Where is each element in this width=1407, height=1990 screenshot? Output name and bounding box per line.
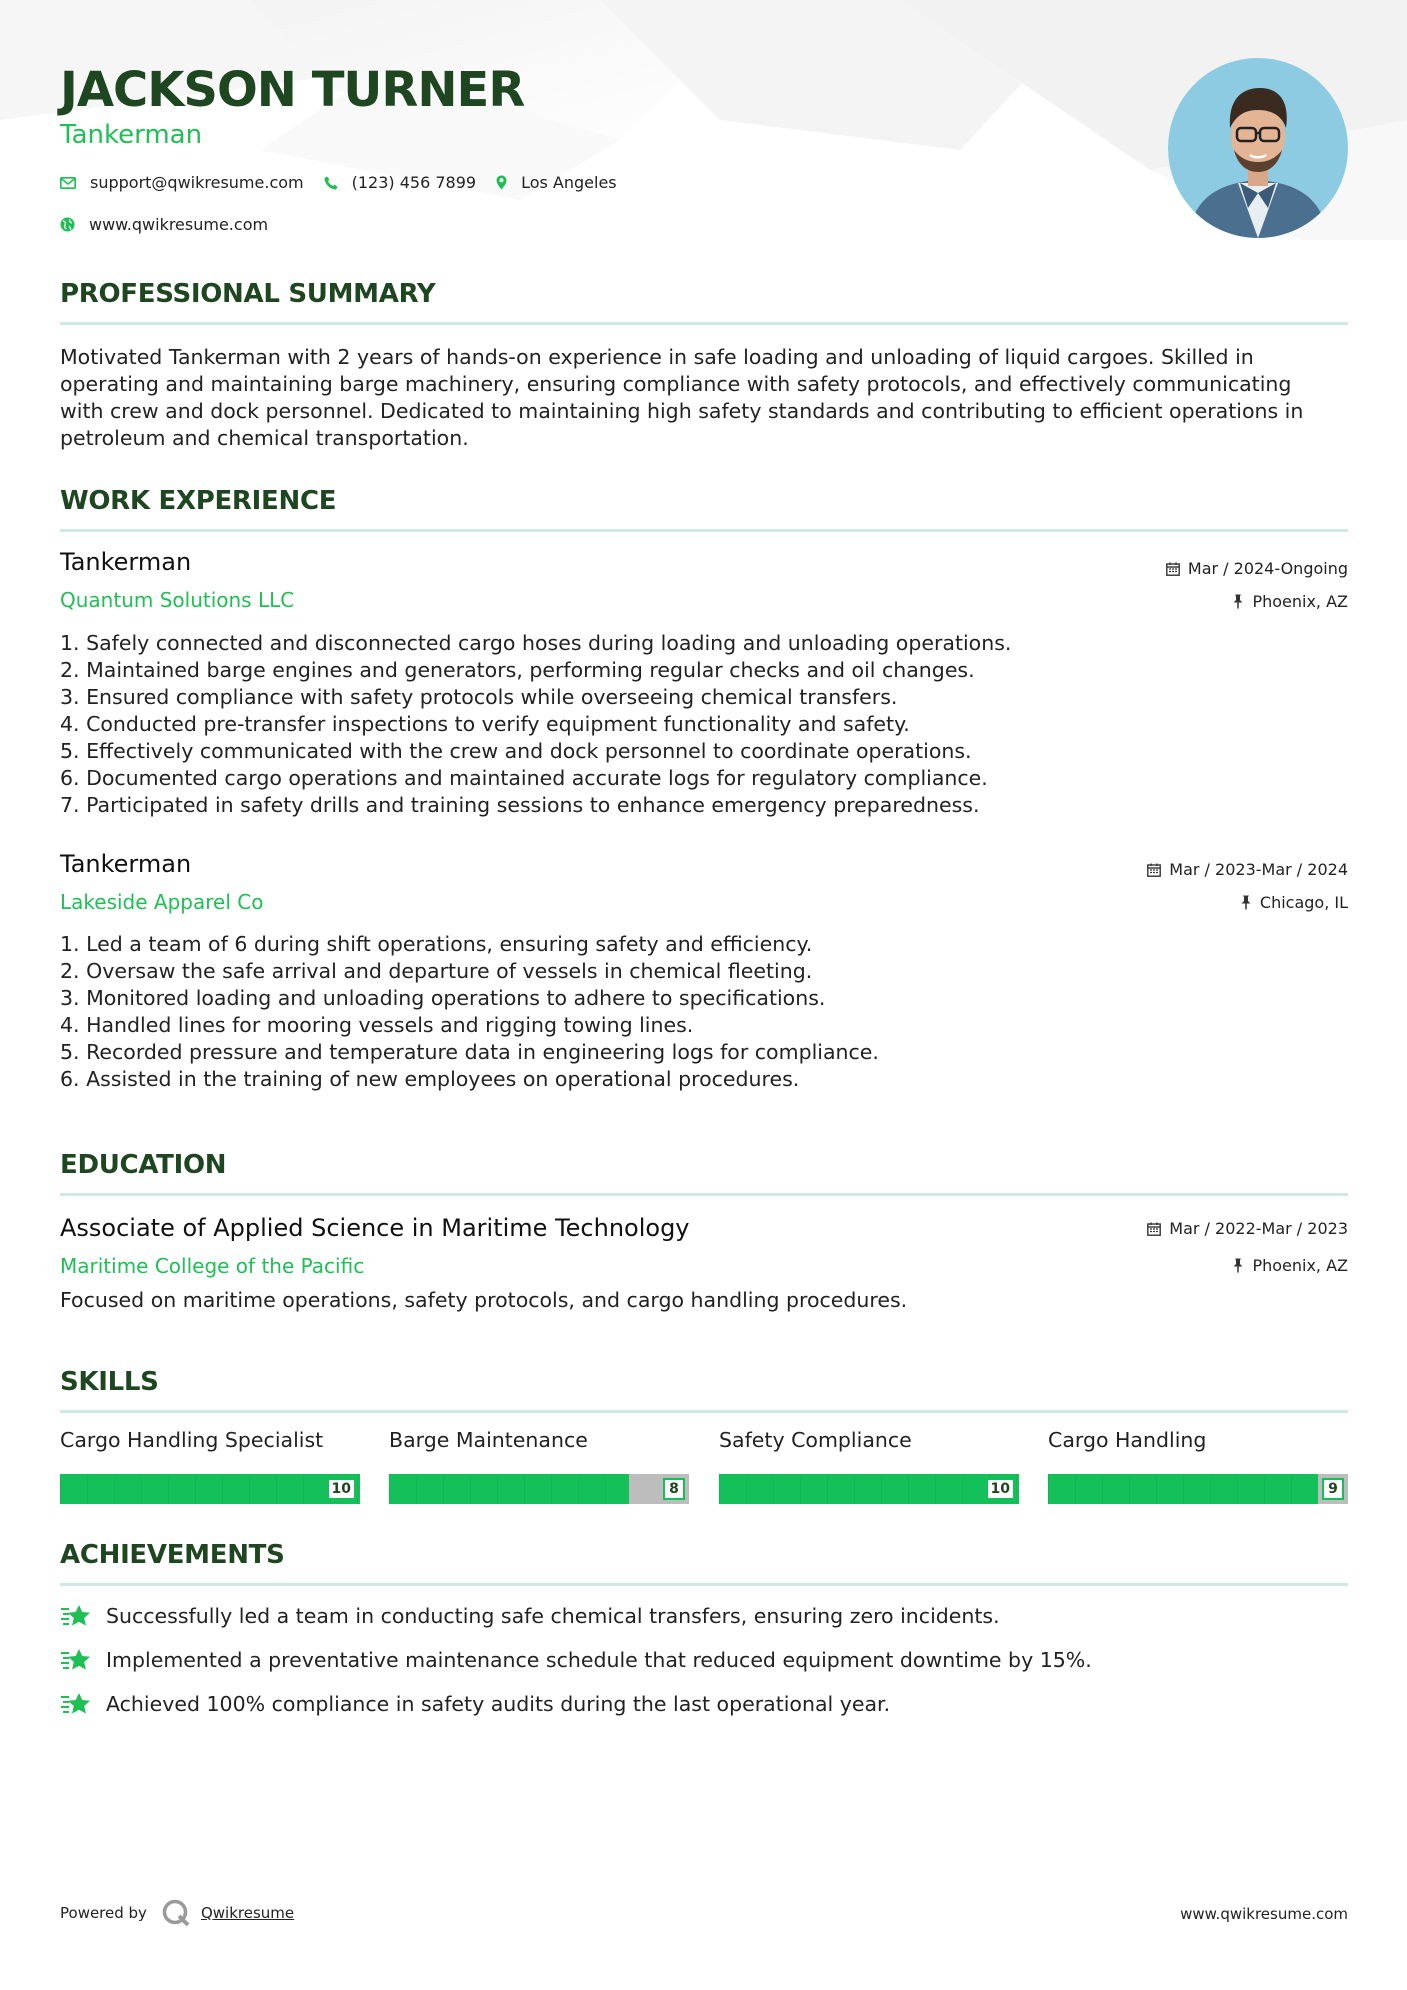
skill-bar [389, 1474, 689, 1504]
summary-section [60, 279, 1348, 325]
education-description: Focused on maritime operations, safety protocols, and cargo handling procedures. [60, 1288, 908, 1312]
job-dates [1147, 860, 1348, 879]
contact-phone[interactable] [324, 173, 476, 192]
website-text: www.qwikresume.com [89, 215, 269, 234]
summary-line: Motivated Tankerman with 2 years of hands-on experience in safe loading and unloading of liquid cargoes. Skilled in [60, 345, 1254, 369]
education-heading: EDUCATION [60, 1150, 227, 1180]
job-bullet: 6. Assisted in the training of new employees on operational procedures. [60, 1067, 800, 1091]
summary-line: with crew and dock personnel. Dedicated to maintaining high safety standards and contributing to efficient operations in [60, 399, 1304, 423]
profile-photo [1168, 58, 1348, 238]
pushpin-icon [1232, 1258, 1244, 1273]
candidate-name: JACKSON TURNER [60, 62, 525, 118]
phone-icon [324, 176, 338, 190]
education-section [60, 1150, 1348, 1196]
phone-text: (123) 456 7899 [351, 173, 477, 192]
job-dates-text: Mar / 2023-Mar / 2024 [1169, 860, 1348, 879]
skill-bar [719, 1474, 1019, 1504]
skill-bar-fill [719, 1474, 1019, 1504]
achievements-section [60, 1540, 1348, 1586]
job-bullets [60, 931, 1348, 1093]
location-text: Los Angeles [521, 173, 617, 192]
education-dates-text: Mar / 2022-Mar / 2023 [1169, 1219, 1348, 1238]
summary-line: petroleum and chemical transportation. [60, 426, 469, 450]
skill-score: 10 [986, 1478, 1015, 1500]
education-dates [1147, 1219, 1348, 1238]
skill-name: Safety Compliance [719, 1428, 912, 1452]
section-divider [60, 529, 1348, 532]
section-divider [60, 322, 1348, 325]
skill-item [719, 1428, 1019, 1504]
skill-score: 9 [1322, 1478, 1344, 1500]
job-location [1232, 592, 1348, 611]
section-divider [60, 1410, 1348, 1413]
achievement-text: Implemented a preventative maintenance schedule that reduced equipment downtime by 15%. [106, 1648, 1092, 1672]
contact-website[interactable] [60, 215, 268, 234]
skills-section [60, 1367, 1348, 1413]
contact-location [496, 173, 617, 192]
envelope-icon [60, 177, 76, 189]
star-award-icon [60, 1692, 92, 1716]
job-location-text: Phoenix, AZ [1252, 592, 1348, 611]
job-bullet: 5. Recorded pressure and temperature data in engineering logs for compliance. [60, 1040, 879, 1064]
summary-text [60, 344, 1348, 452]
skill-bar [60, 1474, 360, 1504]
job-company: Lakeside Apparel Co [60, 890, 264, 914]
skill-bar [1048, 1474, 1348, 1504]
job-dates-text: Mar / 2024-Ongoing [1187, 559, 1348, 578]
pushpin-icon [1232, 594, 1244, 609]
achievement-text: Successfully led a team in conducting safe chemical transfers, ensuring zero incidents. [106, 1604, 1000, 1628]
pushpin-icon [1240, 895, 1252, 910]
job-bullet: 2. Maintained barge engines and generators, performing regular checks and oil changes. [60, 658, 975, 682]
email-text: support@qwikresume.com [90, 173, 304, 192]
education-location [1232, 1256, 1348, 1275]
job-bullet: 1. Safely connected and disconnected cargo hoses during loading and unloading operations. [60, 631, 1012, 655]
summary-line: operating and maintaining barge machinery, ensuring compliance with safety protocols, and effectively communicating [60, 372, 1292, 396]
calendar-icon [1147, 1222, 1161, 1236]
job-bullet: 7. Participated in safety drills and training sessions to enhance emergency preparedness. [60, 793, 980, 817]
star-award-icon [60, 1604, 92, 1628]
job-bullet: 3. Monitored loading and unloading operations to adhere to specifications. [60, 986, 826, 1010]
job-bullet: 6. Documented cargo operations and maintained accurate logs for regulatory compliance. [60, 766, 988, 790]
job-location-text: Chicago, IL [1259, 893, 1348, 912]
achievement-item [60, 1648, 1092, 1672]
experience-heading: WORK EXPERIENCE [60, 486, 337, 516]
job-bullet: 1. Led a team of 6 during shift operations, ensuring safety and efficiency. [60, 932, 813, 956]
job-title: Tankerman [60, 548, 192, 576]
job-dates [1166, 559, 1348, 578]
job-company: Quantum Solutions LLC [60, 588, 295, 612]
job-bullet: 5. Effectively communicated with the crew and dock personnel to coordinate operations. [60, 739, 972, 763]
skill-bar-fill [389, 1474, 629, 1504]
skill-name: Cargo Handling [1048, 1428, 1207, 1452]
job-bullet: 4. Handled lines for mooring vessels and rigging towing lines. [60, 1013, 694, 1037]
footer-website[interactable]: www.qwikresume.com [1180, 1905, 1348, 1923]
experience-section [60, 486, 1348, 532]
education-location-text: Phoenix, AZ [1252, 1256, 1348, 1275]
achievement-item [60, 1604, 1000, 1628]
contact-row-1 [60, 173, 637, 192]
skill-score: 10 [327, 1478, 356, 1500]
contact-row-2 [60, 215, 288, 234]
skill-bar-fill [1048, 1474, 1318, 1504]
skills-heading: SKILLS [60, 1367, 159, 1397]
job-title: Tankerman [60, 850, 192, 878]
skill-item [389, 1428, 689, 1504]
calendar-icon [1147, 863, 1161, 877]
achievements-heading: ACHIEVEMENTS [60, 1540, 285, 1570]
summary-heading: PROFESSIONAL SUMMARY [60, 279, 436, 309]
map-pin-icon [496, 175, 507, 190]
job-bullet: 3. Ensured compliance with safety protocols while overseeing chemical transfers. [60, 685, 898, 709]
calendar-icon [1166, 562, 1180, 576]
job-bullet: 2. Oversaw the safe arrival and departure of vessels in chemical fleeting. [60, 959, 813, 983]
section-divider [60, 1583, 1348, 1586]
skill-score: 8 [663, 1478, 685, 1500]
achievement-item [60, 1692, 890, 1716]
job-bullets [60, 630, 1348, 819]
qwikresume-link[interactable]: Qwikresume [200, 1904, 295, 1922]
job-bullet: 4. Conducted pre-transfer inspections to verify equipment functionality and safety. [60, 712, 910, 736]
star-award-icon [60, 1648, 92, 1672]
skill-name: Cargo Handling Specialist [60, 1428, 324, 1452]
achievement-text: Achieved 100% compliance in safety audits during the last operational year. [106, 1692, 891, 1716]
powered-by-label: Powered by [60, 1904, 147, 1922]
section-divider [60, 1193, 1348, 1196]
qwikresume-logo-icon [161, 1898, 191, 1928]
skill-bar-fill [60, 1474, 360, 1504]
education-degree: Associate of Applied Science in Maritime Technology [60, 1214, 690, 1242]
job-location [1240, 893, 1348, 912]
globe-icon [60, 217, 75, 232]
footer-powered-by [60, 1898, 294, 1928]
education-school: Maritime College of the Pacific [60, 1254, 365, 1278]
skill-name: Barge Maintenance [389, 1428, 588, 1452]
contact-email[interactable] [60, 173, 304, 192]
skill-item [1048, 1428, 1348, 1504]
candidate-title: Tankerman [60, 120, 203, 150]
skill-item [60, 1428, 360, 1504]
